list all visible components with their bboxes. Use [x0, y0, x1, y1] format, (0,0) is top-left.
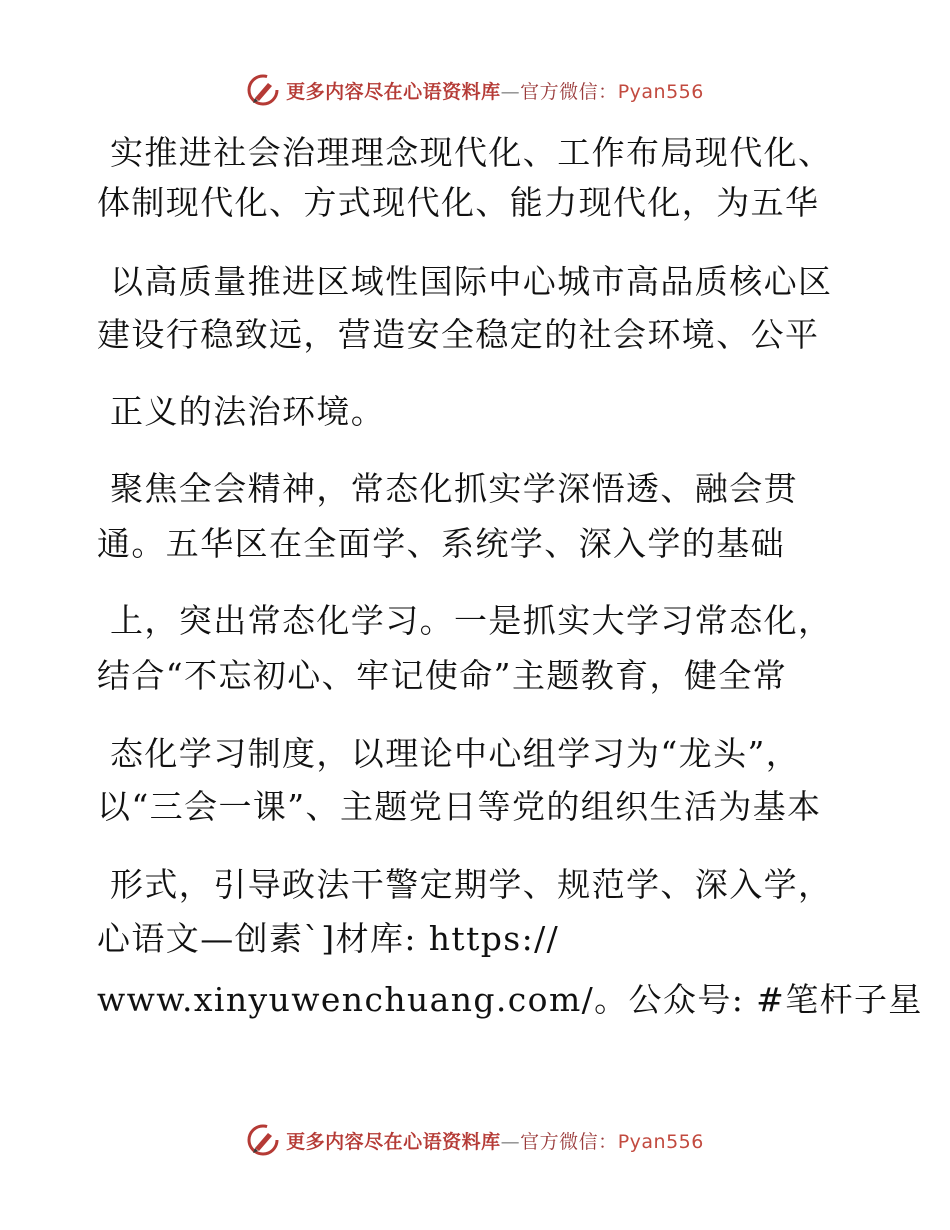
body-line-3: 以高质量推进区域性国际中心城市高品质核心区 — [110, 262, 833, 301]
footer-site-text: 更多内容尽在心语资料库 — [286, 1130, 501, 1153]
body-line-5: 正义的法治环境。 — [110, 392, 386, 431]
body-line-13: 心语文—创素`]材库: https:// — [97, 919, 560, 958]
header-dash: — — [500, 80, 521, 103]
body-line-9: 结合“不忘初心、牢记使命”主题教育，健全常 — [97, 656, 788, 695]
body-line-1: 实推进社会治理理念现代化、工作布局现代化、 — [110, 133, 833, 172]
header-banner — [0, 70, 950, 110]
body-line-7: 通。五华区在全面学、系统学、深入学的基础 — [97, 524, 785, 563]
header-wechat-id: Pyan556 — [617, 80, 704, 103]
footer-dash: — — [500, 1130, 521, 1153]
body-line-4: 建设行稳致远，营造安全稳定的社会环境、公平 — [97, 315, 820, 354]
pen-logo-icon — [246, 1123, 280, 1157]
header-banner-text — [286, 77, 704, 104]
header-site-text: 更多内容尽在心语资料库 — [286, 80, 501, 103]
body-line-2: 体制现代化、方式现代化、能力现代化，为五华 — [97, 183, 820, 222]
pen-logo-icon — [246, 73, 280, 107]
body-line-10: 态化学习制度，以理论中心组学习为“龙头”， — [110, 734, 801, 773]
footer-banner-text — [286, 1127, 704, 1154]
body-line-12: 形式，引导政法干警定期学、规范学、深入学， — [110, 865, 833, 904]
footer-banner — [0, 1120, 950, 1160]
body-line-8: 上，突出常态化学习。一是抓实大学习常态化， — [110, 601, 833, 640]
footer-wechat-id: Pyan556 — [617, 1130, 704, 1153]
body-line-6: 聚焦全会精神，常态化抓实学深悟透、融会贯 — [110, 469, 798, 508]
body-line-11: 以“三会一课”、主题党日等党的组织生活为基本 — [97, 787, 822, 826]
body-line-14: www.xinyuwenchuang.com/。公众号: #笔杆子星 — [97, 980, 923, 1019]
header-wechat-label: 官方微信： — [520, 80, 618, 103]
footer-wechat-label: 官方微信： — [520, 1130, 618, 1153]
